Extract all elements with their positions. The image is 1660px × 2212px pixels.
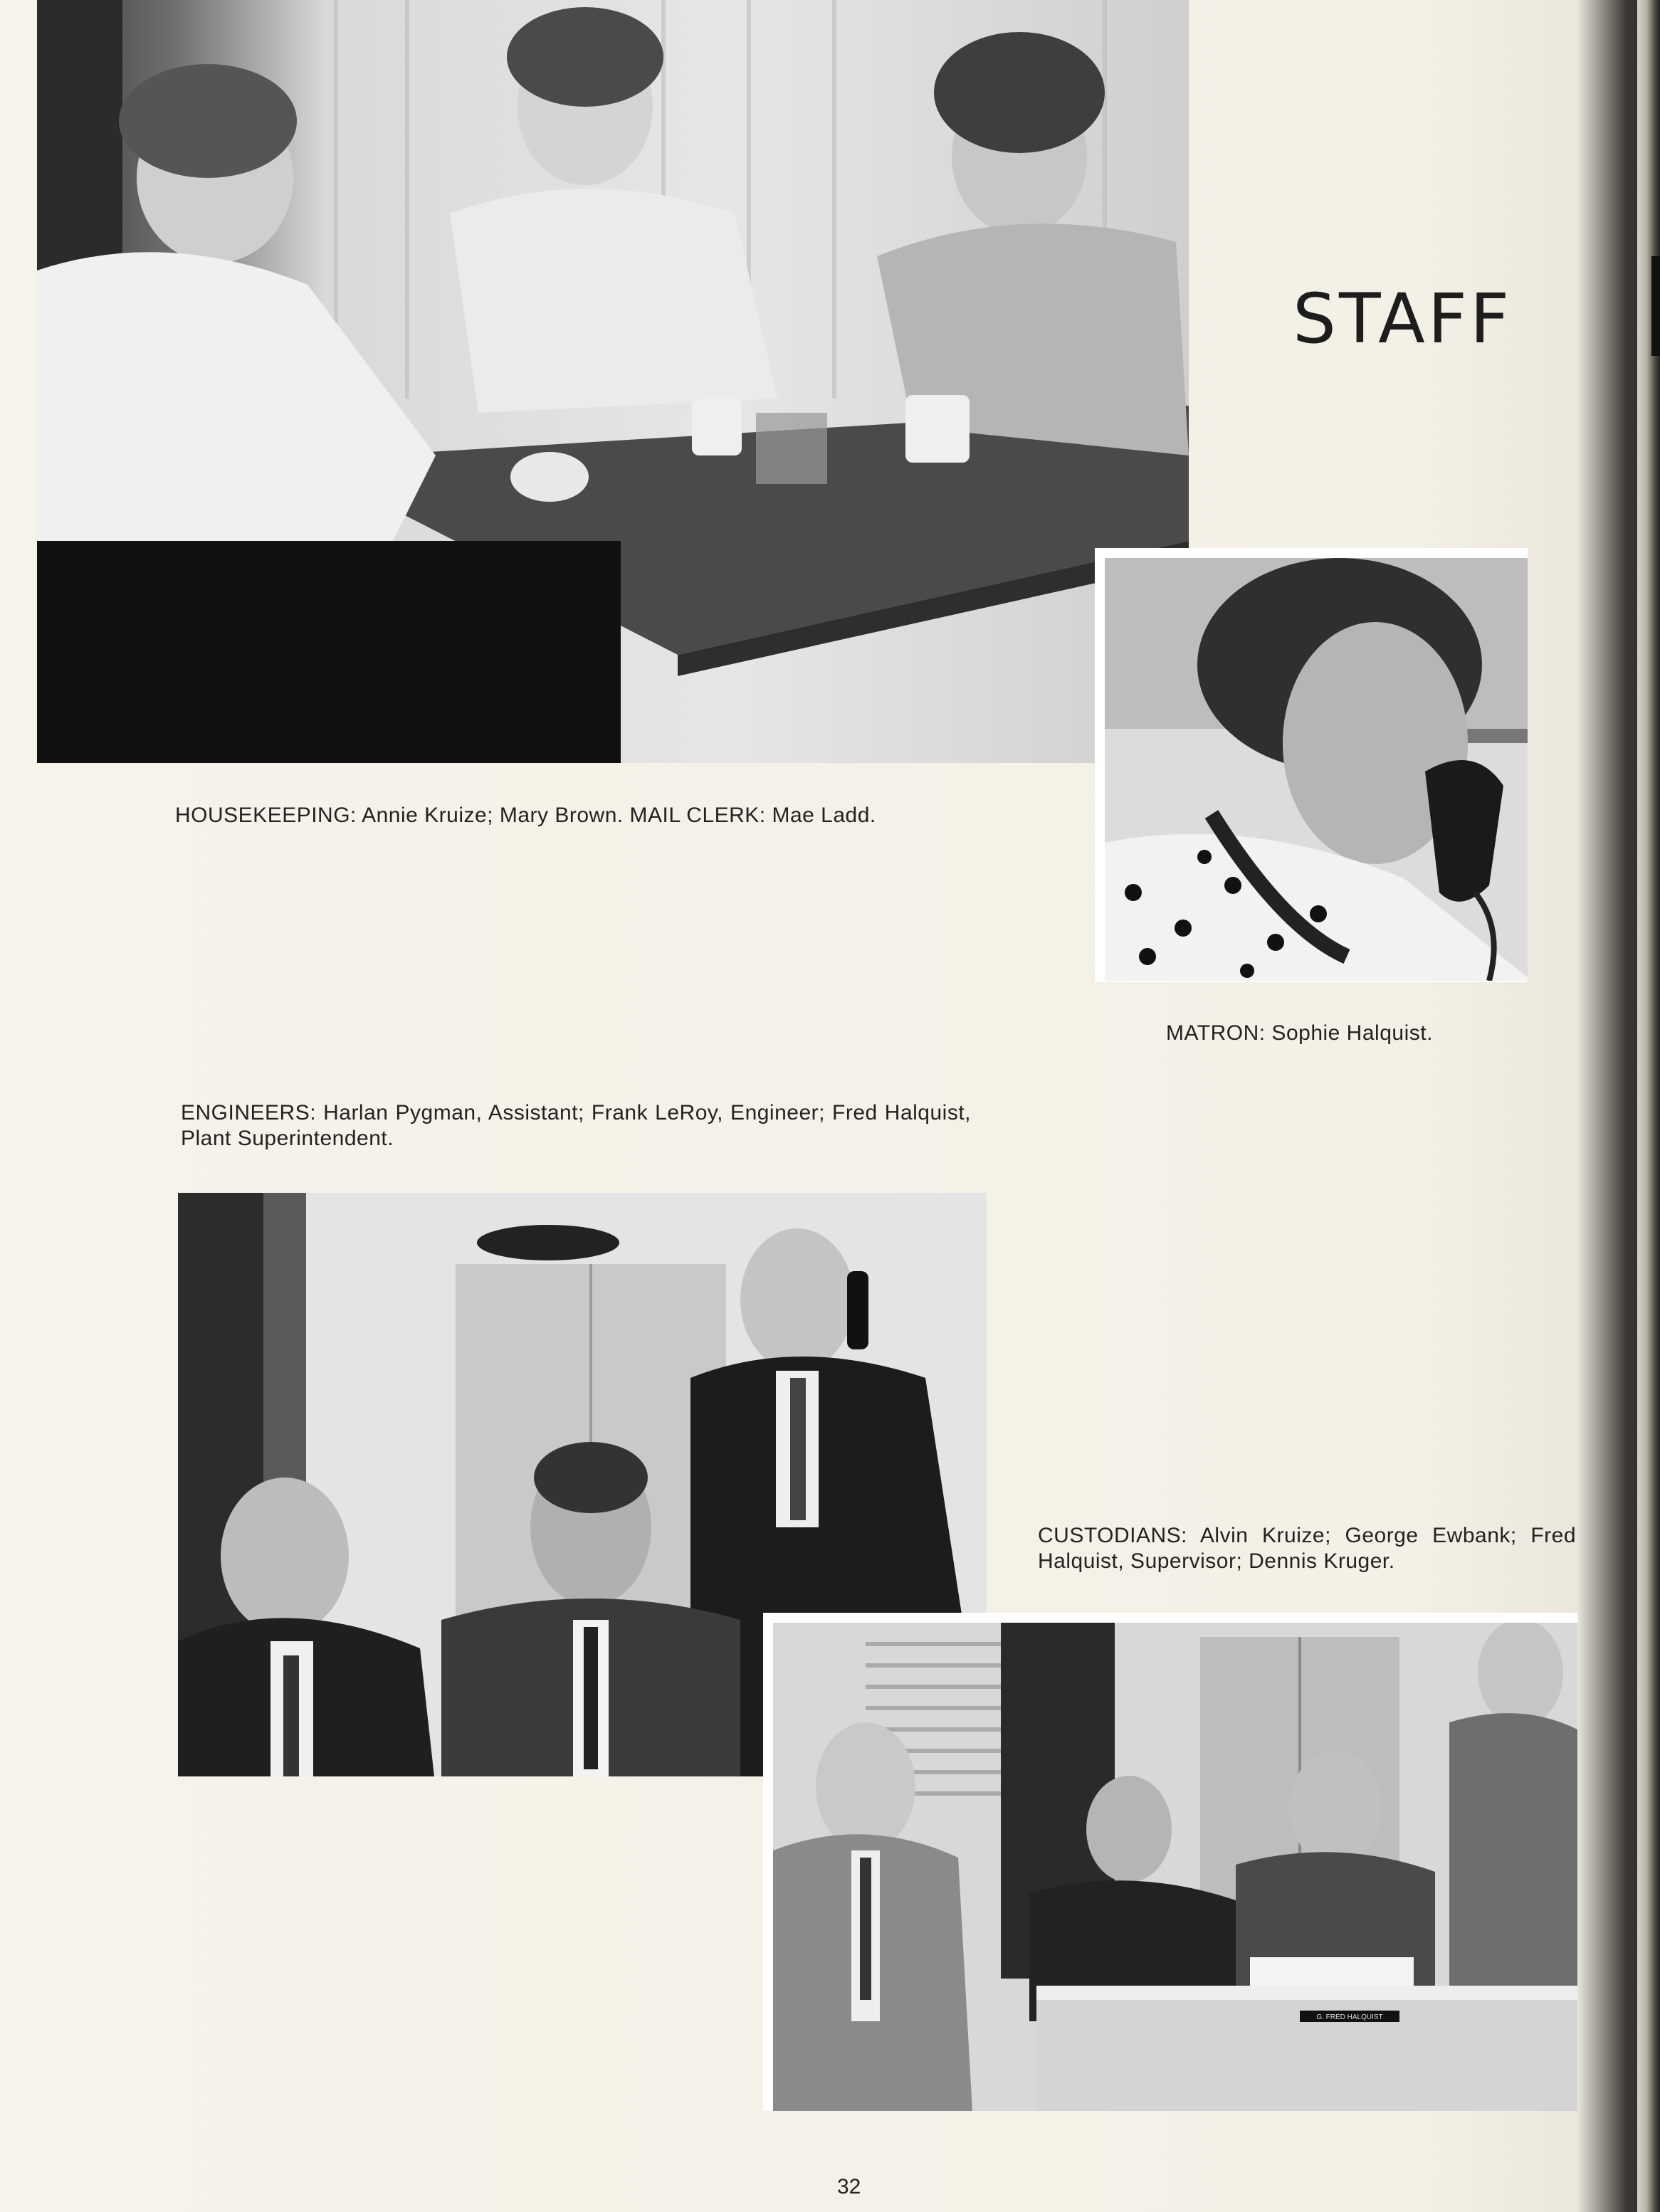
- housekeeping-caption: HOUSEKEEPING: Annie Kruize; Mary Brown. MAIL CLERK: Mae Ladd.: [175, 804, 876, 827]
- engineers-caption: ENGINEERS: Harlan Pygman, Assistant; Frank LeRoy, Engineer; Fred Halquist, Plant Superintendent.: [181, 1101, 971, 1150]
- page-title: STAFF: [1293, 279, 1513, 359]
- matron-caption: MATRON: Sophie Halquist.: [1166, 1021, 1433, 1045]
- custodians-photo: [763, 1613, 1577, 2111]
- matron-photo: [1095, 548, 1528, 982]
- page-number: 32: [837, 2175, 861, 2198]
- page-edge-tab: [1651, 256, 1660, 356]
- custodians-caption: CUSTODIANS: Alvin Kruize; George Ewbank; Fred Halquist, Supervisor; Dennis Kruger.: [1038, 1524, 1576, 1573]
- housekeeping-photo: [37, 0, 1189, 763]
- desk-nameplate: G. FRED HALQUIST: [1316, 2013, 1383, 2021]
